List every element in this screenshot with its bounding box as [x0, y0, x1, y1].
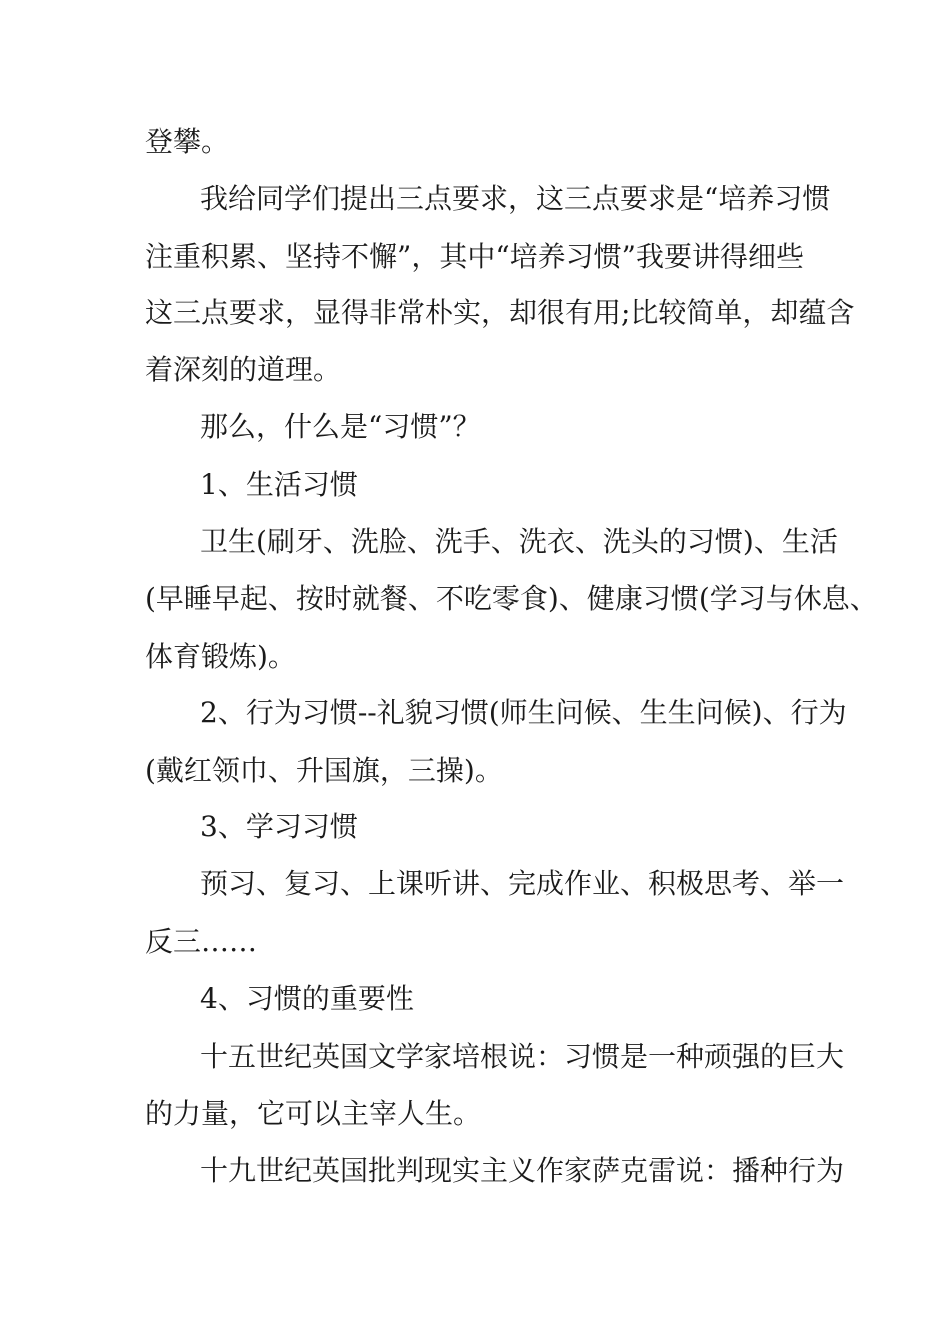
- section-heading-2: 2、行为习惯--礼貌习惯(师生问候、生生问候)、行为: [200, 696, 847, 729]
- section-heading-1: 1、生活习惯: [200, 468, 358, 501]
- text-line: 着深刻的道理。: [145, 353, 342, 386]
- text-line: 的力量，它可以主宰人生。: [145, 1097, 482, 1130]
- paragraph-first-line: 卫生(刷牙、洗脸、洗手、洗衣、洗头的习惯)、生活: [200, 525, 838, 558]
- text-line: (早睡早起、按时就餐、不吃零食)、健康习惯(学习与休息、: [145, 582, 878, 615]
- paragraph-first-line: 预习、复习、上课听讲、完成作业、积极思考、举一: [200, 867, 845, 900]
- text-line: 体育锻炼)。: [145, 640, 296, 673]
- quote-line: 十九世纪英国批判现实主义作家萨克雷说：播种行为: [200, 1154, 845, 1187]
- text-line: 注重积累、坚持不懈”，其中“培养习惯”我要讲得细些: [145, 240, 804, 273]
- text-line: 登攀。: [145, 125, 230, 158]
- section-heading-3: 3、学习习惯: [200, 810, 358, 843]
- question-line: 那么，什么是“习惯”？: [200, 410, 481, 443]
- text-line: 反三……: [145, 925, 258, 958]
- section-heading-4: 4、习惯的重要性: [200, 982, 414, 1015]
- paragraph-first-line: 我给同学们提出三点要求，这三点要求是“培养习惯: [200, 182, 831, 215]
- quote-line: 十五世纪英国文学家培根说：习惯是一种顽强的巨大: [200, 1040, 845, 1073]
- text-line: (戴红领巾、升国旗，三操)。: [145, 754, 503, 787]
- text-line: 这三点要求，显得非常朴实，却很有用;比较简单，却蕴含: [145, 296, 855, 329]
